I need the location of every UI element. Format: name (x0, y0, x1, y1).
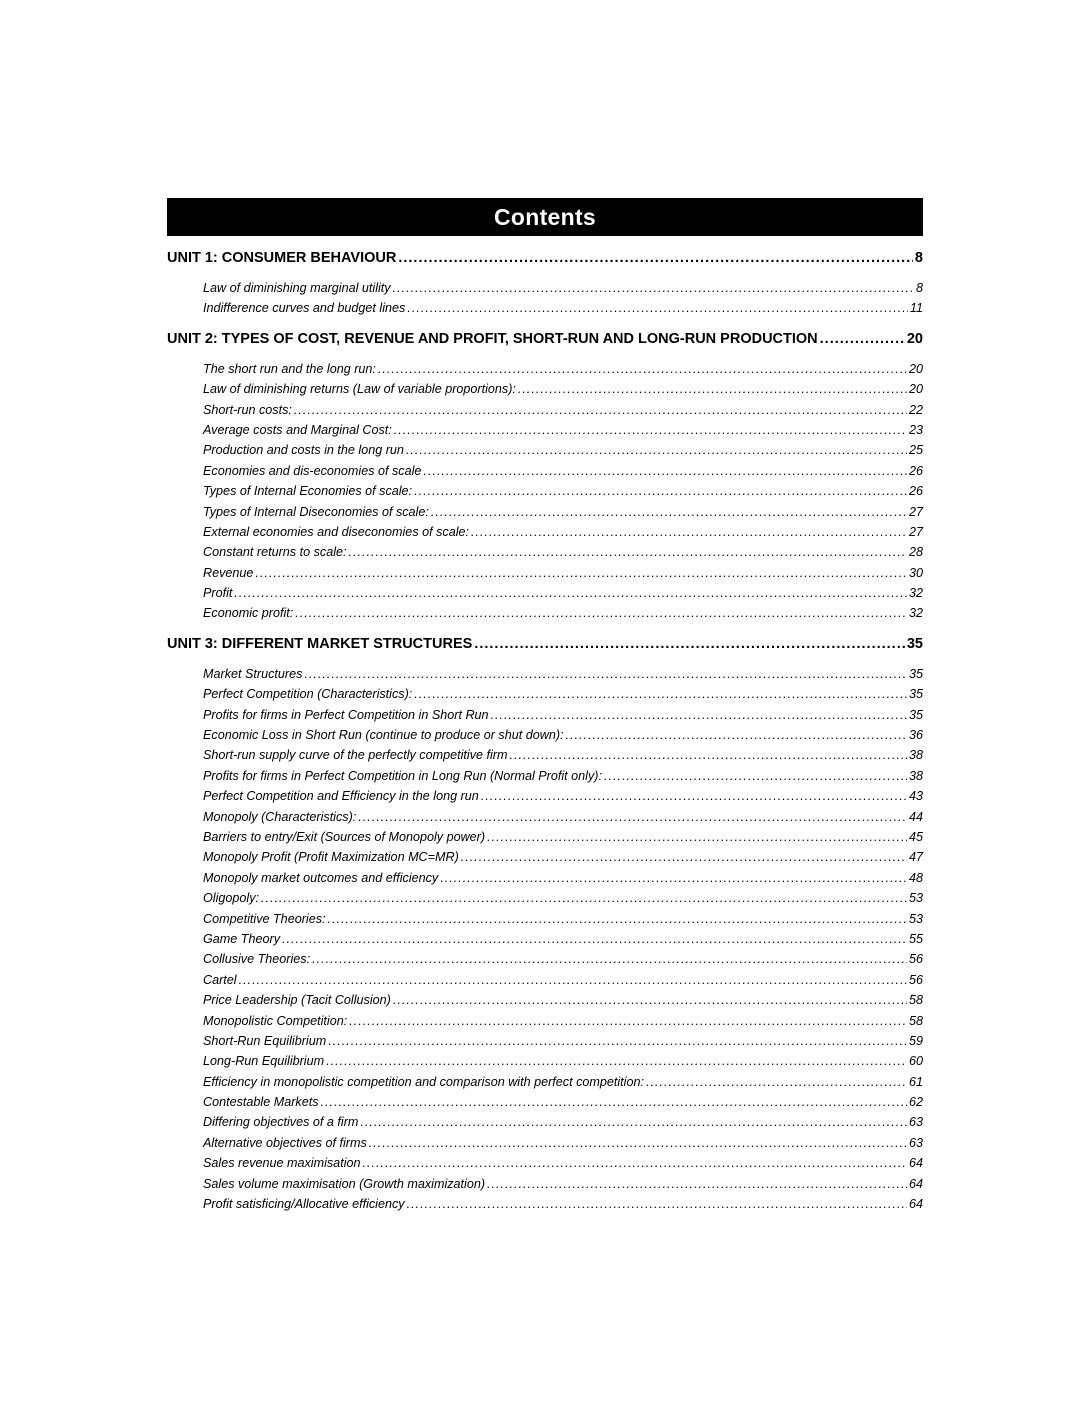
toc-entry-page-number: 8 (915, 281, 923, 295)
toc-entry-title: Average costs and Marginal Cost: (203, 422, 392, 437)
toc-entry-page-number: 56 (908, 972, 923, 987)
toc-entry-row[interactable] (203, 1011, 923, 1031)
dot-leader (326, 1051, 907, 1071)
toc-unit-page-number: 8 (914, 250, 923, 266)
toc-entry-page-number: 38 (908, 768, 923, 783)
toc-entry-row[interactable] (203, 1072, 923, 1092)
toc-entry-page-number: 53 (908, 911, 923, 926)
toc-entry-title: Sales volume maximisation (Growth maximization) (203, 1176, 486, 1191)
toc-entry-page-number: 48 (908, 870, 923, 885)
toc-entry-page-number: 20 (908, 382, 923, 397)
toc-entry-title: Short-Run Equilibrium (203, 1033, 327, 1048)
dot-leader (406, 440, 907, 460)
toc-entry-row[interactable] (203, 502, 923, 522)
dot-leader (646, 1072, 907, 1092)
toc-body (167, 248, 923, 1214)
toc-entry-list (167, 664, 923, 1215)
toc-entry-title: Long-Run Equilibrium (203, 1054, 325, 1069)
toc-entry-list (167, 278, 923, 319)
toc-entry-row[interactable] (203, 481, 923, 501)
dot-leader (393, 990, 907, 1010)
toc-entry-row[interactable] (203, 725, 923, 745)
toc-entry-page-number: 25 (908, 443, 923, 458)
toc-entry-page-number: 63 (908, 1115, 923, 1130)
toc-entry-row[interactable] (203, 807, 923, 827)
dot-leader (358, 807, 907, 827)
toc-entry-row[interactable] (203, 827, 923, 847)
toc-entry-title: Sales revenue maximisation (203, 1156, 361, 1171)
toc-entry-title: Price Leadership (Tacit Collusion) (203, 993, 391, 1008)
toc-entry-row[interactable] (203, 990, 923, 1010)
dot-leader (440, 868, 907, 888)
dot-leader (414, 684, 907, 704)
toc-entry-title: Collusive Theories: (203, 952, 311, 967)
dot-leader (294, 400, 907, 420)
toc-entry-title: Law of diminishing marginal utility (203, 281, 391, 295)
dot-leader (604, 766, 907, 786)
dot-leader (378, 359, 907, 379)
toc-entry-title: Economic profit: (203, 606, 294, 621)
dot-leader (321, 1092, 907, 1112)
toc-entry-title: Game Theory (203, 931, 280, 946)
toc-entry-title: Law of diminishing returns (Law of variable proportions): (203, 382, 516, 397)
dot-leader (431, 502, 907, 522)
toc-entry-page-number: 58 (908, 1013, 923, 1028)
toc-entry-row[interactable] (203, 970, 923, 990)
toc-entry-page-number: 27 (908, 524, 923, 539)
toc-unit-title: UNIT 3: DIFFERENT MARKET STRUCTURES (167, 635, 473, 652)
toc-entry-row[interactable] (203, 888, 923, 908)
toc-unit-row[interactable] (167, 634, 923, 654)
toc-entry-row[interactable] (203, 522, 923, 542)
toc-entry-page-number: 44 (908, 809, 923, 824)
toc-entry-title: Monopolistic Competition: (203, 1013, 348, 1028)
dot-leader (509, 745, 907, 765)
toc-entry-page-number: 32 (908, 586, 923, 601)
toc-entry-row[interactable] (203, 909, 923, 929)
toc-entry-page-number: 61 (908, 1074, 923, 1089)
toc-entry-page-number: 36 (908, 728, 923, 743)
toc-entry-page-number: 22 (908, 402, 923, 417)
toc-unit-page-number: 20 (906, 330, 923, 347)
toc-entry-title: The short run and the long run: (203, 361, 376, 376)
toc-entry-title: Profit (203, 586, 233, 601)
toc-entry-row[interactable] (203, 400, 923, 420)
dot-leader (407, 1194, 907, 1214)
dot-leader (239, 970, 907, 990)
dot-leader (360, 1112, 907, 1132)
toc-entry-title: Perfect Competition (Characteristics): (203, 687, 413, 702)
toc-entry-page-number: 59 (908, 1033, 923, 1048)
dot-leader (487, 1174, 907, 1194)
toc-entry-row[interactable] (203, 929, 923, 949)
toc-entry-title: Types of Internal Economies of scale: (203, 484, 413, 499)
dot-leader (461, 847, 907, 867)
dot-leader (295, 603, 907, 623)
dot-leader (393, 278, 914, 298)
toc-entry-page-number: 32 (908, 606, 923, 621)
dot-leader (282, 929, 907, 949)
toc-entry-row[interactable] (203, 420, 923, 440)
toc-entry-title: Monopoly Profit (Profit Maximization MC=MR) (203, 850, 459, 865)
dot-leader (394, 420, 907, 440)
dot-leader (369, 1133, 907, 1153)
toc-entry-page-number: 64 (908, 1156, 923, 1171)
toc-entry-row[interactable] (203, 1153, 923, 1173)
toc-entry-page-number: 20 (908, 361, 923, 376)
toc-entry-row[interactable] (203, 868, 923, 888)
toc-entry-page-number: 28 (908, 545, 923, 560)
toc-entry-row[interactable] (203, 1051, 923, 1071)
toc-entry-title: Types of Internal Diseconomies of scale: (203, 504, 429, 519)
toc-entry-page-number: 56 (908, 952, 923, 967)
toc-entry-row[interactable] (203, 766, 923, 786)
toc-entry-title: Economic Loss in Short Run (continue to produce or shut down): (203, 728, 564, 743)
dot-leader (414, 481, 907, 501)
toc-entry-row[interactable] (203, 583, 923, 603)
toc-entry-row[interactable] (203, 745, 923, 765)
toc-unit-row[interactable] (167, 329, 923, 349)
toc-entry-page-number: 64 (908, 1197, 923, 1212)
toc-entry-row[interactable] (203, 379, 923, 399)
toc-entry-row[interactable] (203, 278, 923, 298)
toc-entry-page-number: 35 (908, 687, 923, 702)
toc-unit-title: UNIT 1: CONSUMER BEHAVIOUR (167, 250, 397, 266)
toc-entry-title: Cartel (203, 972, 237, 987)
toc-entry-page-number: 30 (908, 565, 923, 580)
toc-entry-title: Perfect Competition and Efficiency in the long run (203, 789, 479, 804)
toc-entry-page-number: 43 (908, 789, 923, 804)
dot-leader (820, 329, 905, 349)
toc-entry-row[interactable] (203, 1174, 923, 1194)
toc-entry-row[interactable] (203, 684, 923, 704)
toc-entry-title: Barriers to entry/Exit (Sources of Monopoly power) (203, 829, 486, 844)
toc-entry-row[interactable] (203, 359, 923, 379)
toc-entry-page-number: 58 (908, 993, 923, 1008)
toc-entry-title: External economies and diseconomies of scale: (203, 524, 470, 539)
toc-entry-page-number: 62 (908, 1095, 923, 1110)
dot-leader (487, 827, 907, 847)
dot-leader (398, 248, 913, 268)
dot-leader (474, 634, 905, 654)
toc-entry-row[interactable] (203, 563, 923, 583)
toc-entry-title: Market Structures (203, 666, 303, 681)
dot-leader (328, 909, 907, 929)
toc-entry-page-number: 35 (908, 707, 923, 722)
toc-entry-title: Competitive Theories: (203, 911, 326, 926)
toc-entry-page-number: 26 (908, 484, 923, 499)
toc-entry-row[interactable] (203, 461, 923, 481)
toc-entry-list (167, 359, 923, 624)
toc-entry-row[interactable] (203, 949, 923, 969)
toc-entry-title: Indifference curves and budget lines (203, 301, 406, 316)
toc-entry-row[interactable] (203, 1194, 923, 1214)
toc-entry-title: Differing objectives of a firm (203, 1115, 359, 1130)
dot-leader (255, 563, 907, 583)
toc-entry-page-number: 38 (908, 748, 923, 763)
toc-entry-row[interactable] (203, 1092, 923, 1112)
toc-entry-title: Production and costs in the long run (203, 443, 404, 458)
dot-leader (363, 1153, 907, 1173)
toc-entry-page-number: 55 (908, 931, 923, 946)
toc-entry-row[interactable] (203, 847, 923, 867)
contents-heading: Contents (167, 198, 923, 236)
toc-unit-row[interactable] (167, 248, 923, 268)
dot-leader (312, 949, 907, 969)
toc-entry-title: Monopoly (Characteristics): (203, 809, 357, 824)
dot-leader (518, 379, 907, 399)
toc-entry-page-number: 53 (908, 891, 923, 906)
toc-entry-page-number: 23 (908, 422, 923, 437)
table-of-contents (167, 198, 923, 1214)
toc-entry-title: Monopoly market outcomes and efficiency (203, 870, 439, 885)
toc-entry-title: Short-run costs: (203, 402, 292, 417)
dot-leader (491, 705, 907, 725)
toc-unit-title: UNIT 2: TYPES OF COST, REVENUE AND PROFIT, SHORT-RUN AND LONG-RUN PRODUCTION (167, 330, 818, 347)
toc-entry-row[interactable] (203, 1112, 923, 1132)
toc-entry-page-number: 45 (908, 829, 923, 844)
dot-leader (234, 583, 907, 603)
toc-entry-title: Contestable Markets (203, 1095, 319, 1110)
toc-entry-title: Alternative objectives of firms (203, 1135, 367, 1150)
toc-entry-title: Constant returns to scale: (203, 545, 347, 560)
dot-leader (328, 1031, 907, 1051)
toc-entry-page-number: 11 (909, 301, 923, 316)
toc-entry-title: Profits for firms in Perfect Competition in Long Run (Normal Profit only): (203, 768, 602, 783)
toc-entry-row[interactable] (203, 440, 923, 460)
toc-entry-page-number: 35 (908, 666, 923, 681)
dot-leader (349, 1011, 907, 1031)
toc-entry-title: Oligopoly: (203, 891, 260, 906)
toc-entry-page-number: 47 (908, 850, 923, 865)
toc-entry-row[interactable] (203, 664, 923, 684)
toc-entry-row[interactable] (203, 1133, 923, 1153)
toc-entry-page-number: 26 (908, 463, 923, 478)
dot-leader (471, 522, 907, 542)
dot-leader (304, 664, 907, 684)
dot-leader (349, 542, 907, 562)
toc-entry-page-number: 64 (908, 1176, 923, 1191)
toc-entry-row[interactable] (203, 298, 923, 318)
dot-leader (407, 298, 908, 318)
dot-leader (261, 888, 907, 908)
toc-entry-title: Efficiency in monopolistic competition and comparison with perfect competition: (203, 1074, 644, 1089)
toc-entry-row[interactable] (203, 1031, 923, 1051)
toc-entry-row[interactable] (203, 705, 923, 725)
toc-entry-page-number: 27 (908, 504, 923, 519)
toc-entry-title: Profit satisficing/Allocative efficiency (203, 1197, 405, 1212)
toc-entry-title: Revenue (203, 565, 254, 580)
dot-leader (423, 461, 907, 481)
toc-unit-page-number: 35 (906, 635, 923, 652)
toc-entry-title: Profits for firms in Perfect Competition in Short Run (203, 707, 489, 722)
toc-entry-page-number: 60 (908, 1054, 923, 1069)
toc-entry-title: Short-run supply curve of the perfectly competitive firm (203, 748, 508, 763)
toc-entry-page-number: 63 (908, 1135, 923, 1150)
toc-entry-row[interactable] (203, 542, 923, 562)
toc-entry-row[interactable] (203, 603, 923, 623)
dot-leader (481, 786, 907, 806)
dot-leader (566, 725, 907, 745)
toc-entry-title: Economies and dis-economies of scale (203, 463, 422, 478)
toc-entry-row[interactable] (203, 786, 923, 806)
